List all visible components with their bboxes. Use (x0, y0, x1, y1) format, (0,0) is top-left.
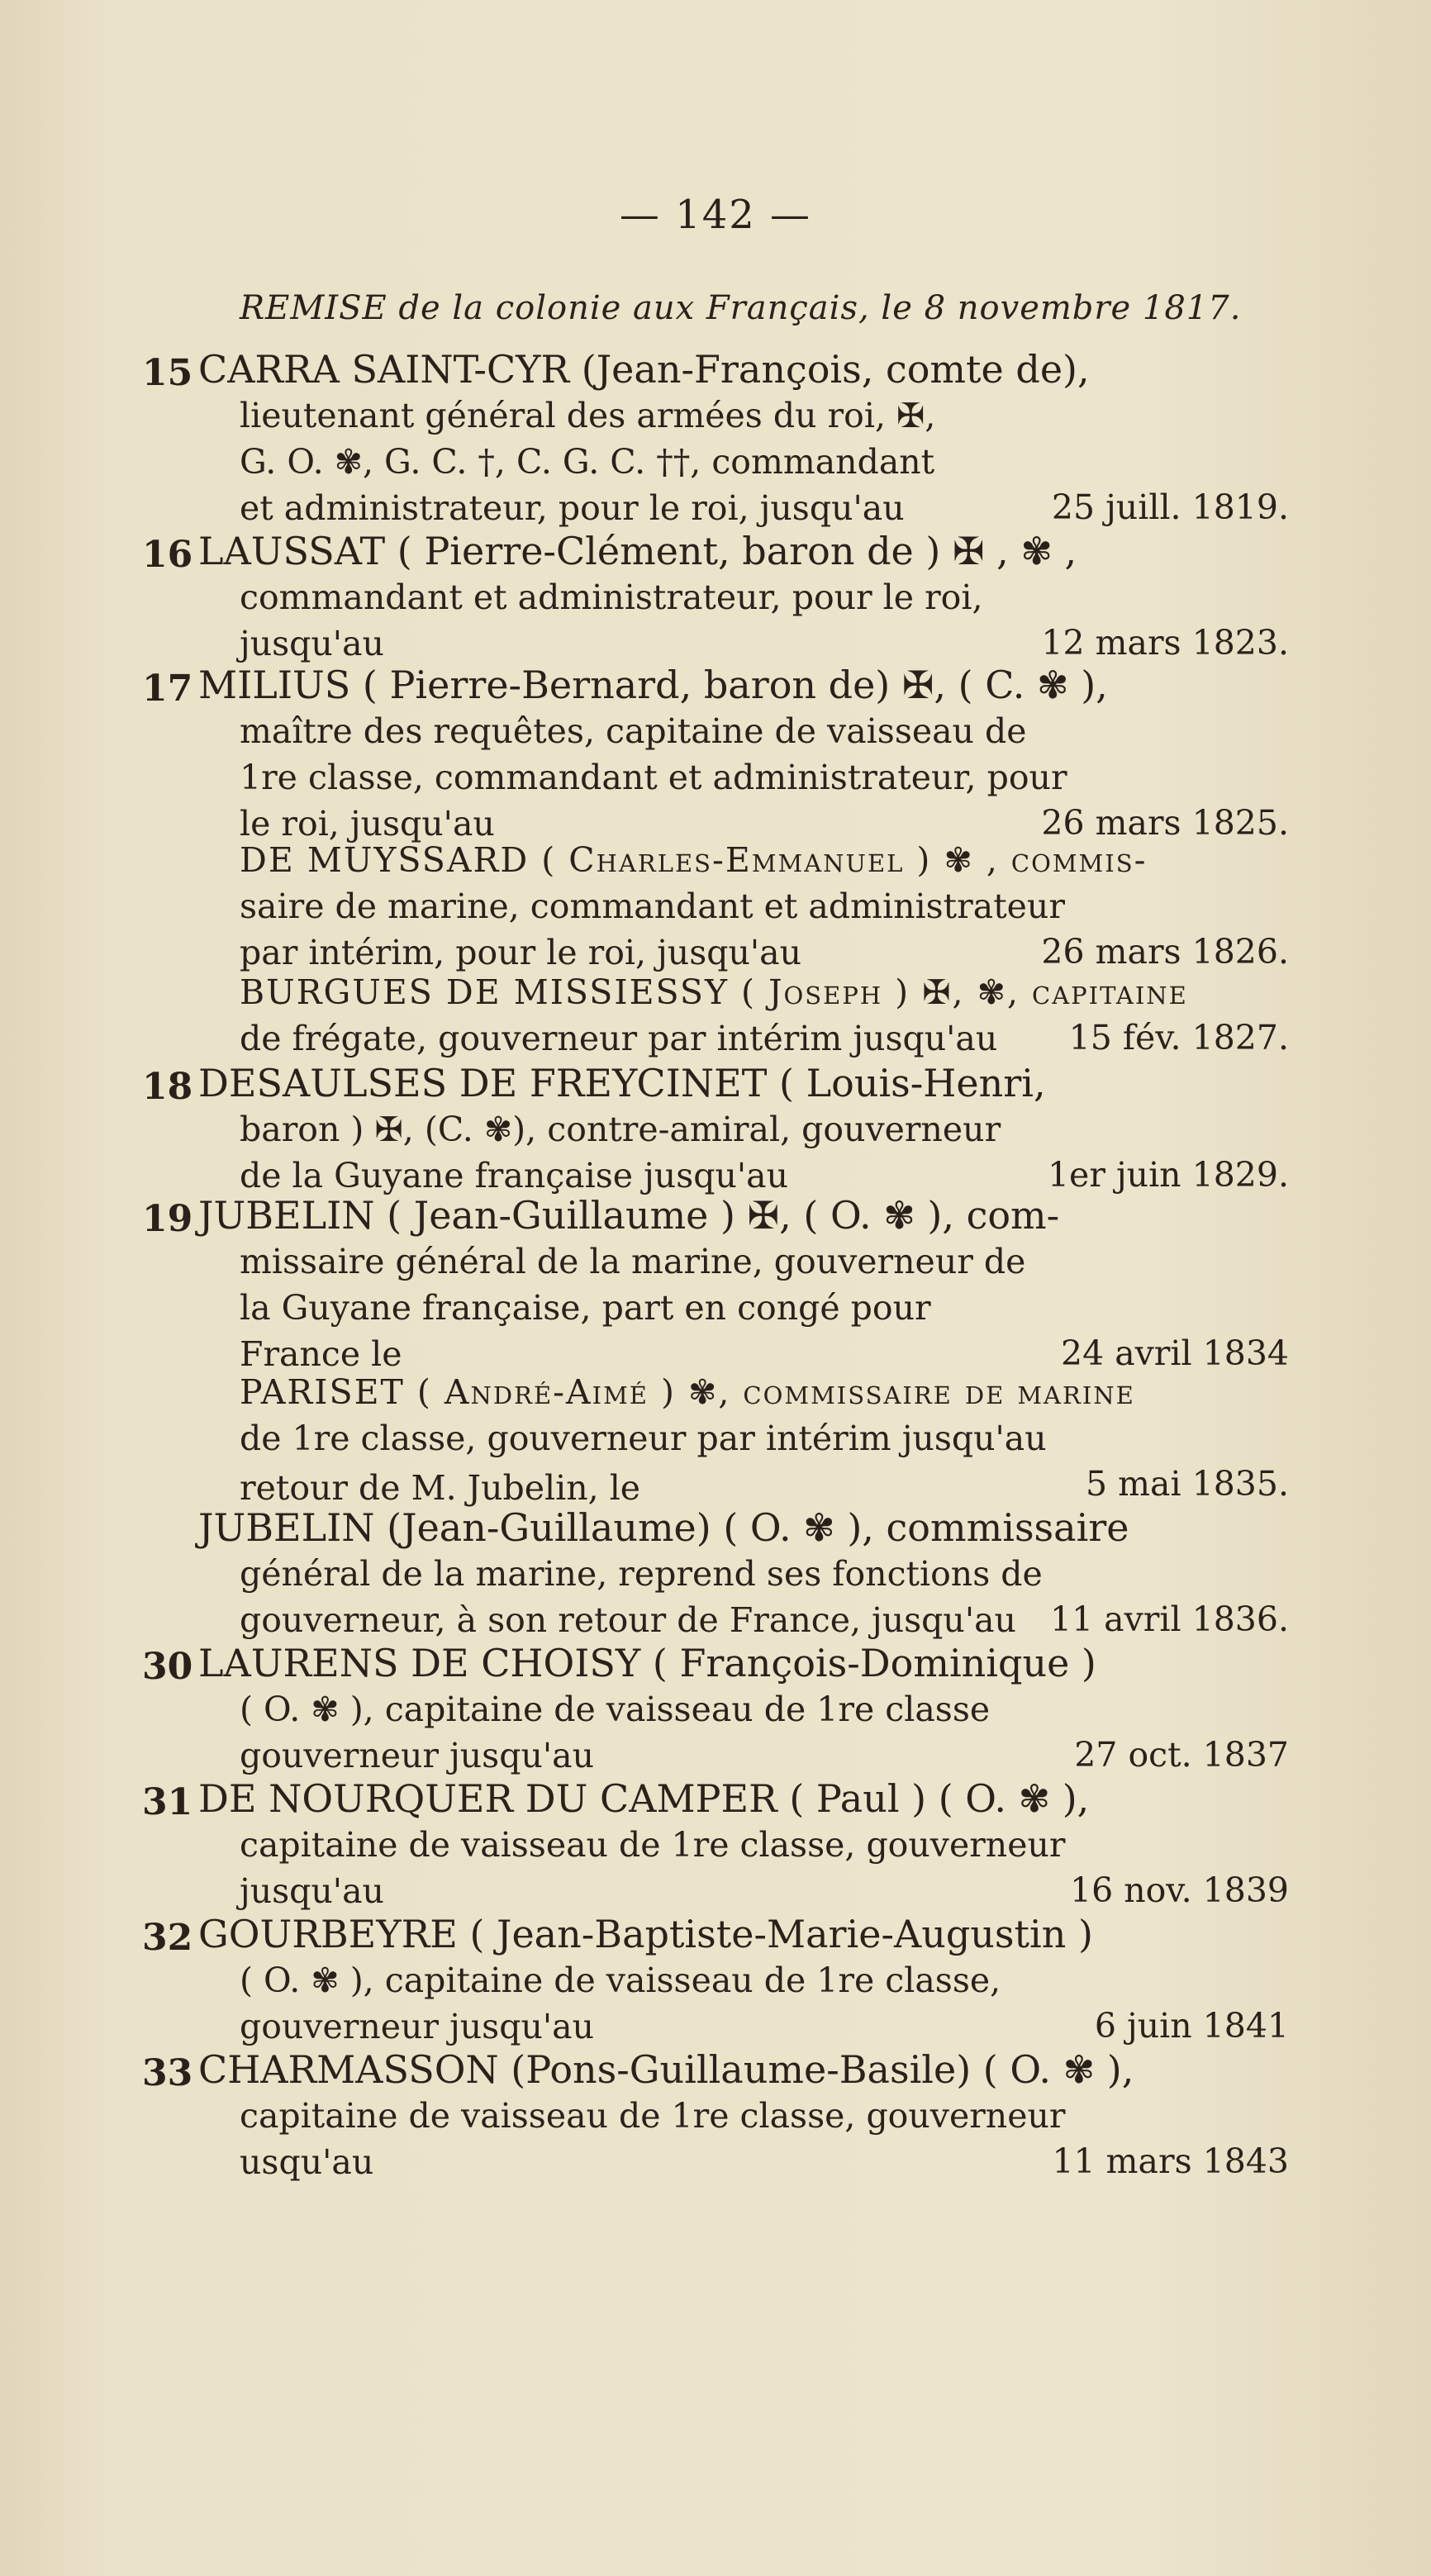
entry-date: 11 avril 1836. (1049, 1599, 1289, 1639)
entry-line: jusqu'au (240, 624, 384, 663)
entry-line: BURGUES DE MISSIESSY ( Joseph ) ✠, ✾, capitaine (240, 972, 1188, 1012)
entry-line: CARRA SAINT-CYR (Jean-François, comte de), (198, 347, 1090, 392)
entry-date: 27 oct. 1837 (1074, 1735, 1289, 1775)
entry-line: de 1re classe, gouverneur par intérim jusqu'au (240, 1419, 1047, 1458)
entry-number: 15 (142, 352, 193, 394)
entry-line: capitaine de vaisseau de 1re classe, gouverneur (240, 2096, 1066, 2136)
entry-number: 19 (142, 1198, 193, 1240)
entry-line: DESAULSES DE FREYCINET ( Louis-Henri, (198, 1061, 1046, 1105)
entry-line: GOURBEYRE ( Jean-Baptiste-Marie-Augustin ) (198, 1912, 1093, 1956)
entry-line: 1re classe, commandant et administrateur, pour (240, 758, 1067, 797)
entry-line: la Guyane française, part en congé pour (240, 1288, 931, 1328)
entry-date: 6 juin 1841 (1094, 2006, 1289, 2046)
entry-date: 1er juin 1829. (1047, 1155, 1289, 1195)
entry-date: 26 mars 1825. (1041, 803, 1289, 843)
entry-number: 32 (142, 1917, 193, 1959)
entry-number: 33 (142, 2052, 193, 2094)
entry-date: 25 juill. 1819. (1051, 487, 1289, 527)
entry-line: général de la marine, reprend ses fonctions de (240, 1554, 1043, 1594)
entry-date: 15 fév. 1827. (1068, 1018, 1289, 1057)
entry-line: saire de marine, commandant et administrateur (240, 886, 1065, 926)
entry-line: le roi, jusqu'au (240, 804, 495, 844)
entry-line: de la Guyane française jusqu'au (240, 1156, 789, 1195)
section-heading: REMISE de la colonie aux Français, le 8 novembre 1817. (240, 289, 1242, 327)
entry-line: missaire général de la marine, gouverneur de (240, 1242, 1026, 1281)
entry-number: 31 (142, 1781, 193, 1823)
entry-line: JUBELIN (Jean-Guillaume) ( O. ✾ ), commissaire (198, 1505, 1129, 1550)
entry-number: 18 (142, 1066, 193, 1108)
entry-line: par intérim, pour le roi, jusqu'au (240, 933, 802, 972)
entry-line: retour de M. Jubelin, le (240, 1468, 641, 1508)
entry-line: LAURENS DE CHOISY ( François-Dominique ) (198, 1641, 1096, 1685)
entry-line: LAUSSAT ( Pierre-Clément, baron de ) ✠ , ✾ , (198, 529, 1077, 573)
entry-line: gouverneur, à son retour de France, jusqu'au (240, 1600, 1016, 1640)
entry-date: 16 nov. 1839 (1070, 1870, 1289, 1910)
entry-line: de frégate, gouverneur par intérim jusqu'au (240, 1019, 998, 1058)
entry-line: DE MUYSSARD ( Charles-Emmanuel ) ✾ , commis- (240, 840, 1148, 880)
entry-line: baron ) ✠, (C. ✾), contre-amiral, gouverneur (240, 1110, 1001, 1149)
entry-line: France le (240, 1334, 402, 1374)
entry-number: 16 (142, 534, 193, 576)
entry-line: commandant et administrateur, pour le roi, (240, 577, 983, 617)
entry-date: 24 avril 1834 (1060, 1333, 1289, 1373)
entry-date: 12 mars 1823. (1041, 623, 1289, 663)
entry-line: ( O. ✾ ), capitaine de vaisseau de 1re classe, (240, 1961, 1001, 2000)
entry-date: 26 mars 1826. (1041, 932, 1289, 972)
entry-line: ( O. ✾ ), capitaine de vaisseau de 1re classe (240, 1690, 991, 1729)
entry-line: capitaine de vaisseau de 1re classe, gouverneur (240, 1825, 1066, 1865)
entry-number: 30 (142, 1646, 193, 1688)
page-number: — 142 — (619, 192, 812, 238)
entry-number: 17 (142, 668, 193, 710)
entry-line: maître des requêtes, capitaine de vaisseau de (240, 711, 1027, 751)
entry-line: et administrateur, pour le roi, jusqu'au (240, 488, 905, 528)
entry-line: MILIUS ( Pierre-Bernard, baron de) ✠, ( C. ✾ ), (198, 663, 1108, 707)
entry-line: gouverneur jusqu'au (240, 2007, 594, 2046)
entry-line: gouverneur jusqu'au (240, 1736, 594, 1775)
entry-date: 5 mai 1835. (1086, 1464, 1289, 1504)
entry-line: CHARMASSON (Pons-Guillaume-Basile) ( O. ✾ ), (198, 2047, 1134, 2092)
entry-line: PARISET ( André-Aimé ) ✾, commissaire de marine (240, 1372, 1135, 1412)
entry-line: lieutenant général des armées du roi, ✠, (240, 396, 936, 435)
entry-line: DE NOURQUER DU CAMPER ( Paul ) ( O. ✾ ), (198, 1776, 1090, 1821)
entry-line: G. O. ✾, G. C. †, C. G. C. ††, commandant (240, 442, 935, 482)
entry-date: 11 mars 1843 (1052, 2141, 1289, 2181)
entry-line: JUBELIN ( Jean-Guillaume ) ✠, ( O. ✾ ), com- (198, 1193, 1060, 1238)
entry-line: usqu'au (240, 2142, 374, 2182)
entry-line: jusqu'au (240, 1871, 384, 1911)
